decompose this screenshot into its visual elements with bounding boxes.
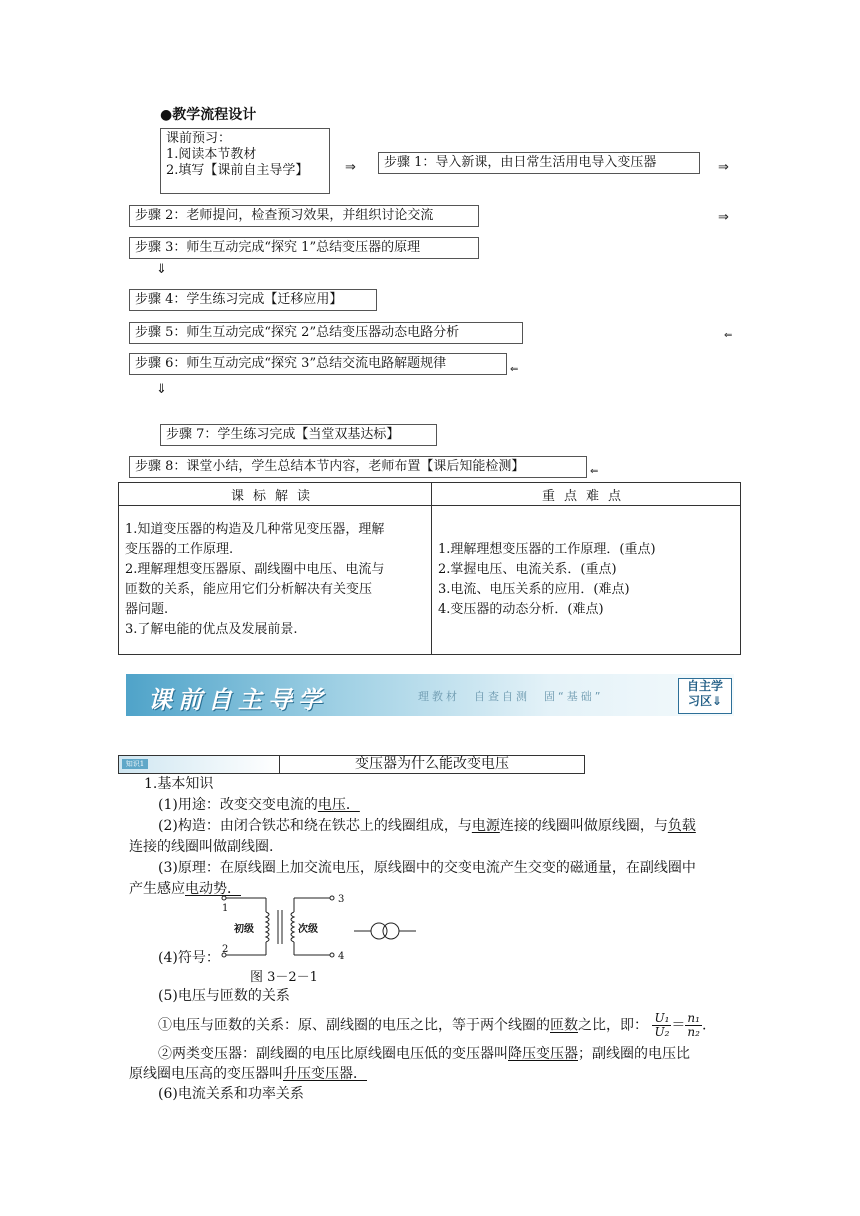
arrow-right-icon: ⇒ [718,160,729,175]
flow-step-7: 步骤 7：学生练习完成【当堂双基达标】 [160,424,437,446]
construction-answer-source: 电源 [471,818,500,834]
relation-2-text: ②两类变压器：副线圈的电压比原线圈电压低的变压器叫 [158,1046,508,1062]
flow-step-8: 步骤 8：课堂小结，学生总结本节内容，老师布置【课后知能检测】 [129,456,587,478]
preview-item-2: 2.填写【课前自主导学】 [166,163,309,178]
section-title: 变压器为什么能改变电压 [355,756,509,772]
arrow-down-icon: ⇓ [156,382,167,397]
objectives-header-key-points: 重点难点 [432,483,741,506]
symbol-circle-right [383,923,399,939]
usage-answer: 电压． [317,797,360,813]
relation-1-answer: 匝数 [550,1017,578,1034]
objectives-standard-cell [119,506,432,655]
figure-caption: 图 3－2－1 [250,970,318,985]
construction-text-mid: 连接的线圈叫做原线圈，与 [499,818,668,834]
usage-text: (1)用途：改变交变电流的 [158,797,318,813]
symbol-circle-left [371,923,387,939]
flow-step-2: 步骤 2：老师提问，检查预习效果，并组织讨论交流 [129,205,479,227]
objectives-key-cell [432,506,741,655]
standard-line: 2.理解理想变压器原、副线圈中电压、电流与 [125,562,385,577]
objectives-header-standard: 课标解读 [119,483,432,506]
relation-2-text-mid: ；副线圈的电压比 [578,1046,690,1062]
arrow-right-icon: ⇒ [718,210,729,225]
turns-ratio [685,1012,702,1039]
voltage-ratio-num: U₁ [654,1011,670,1025]
construction-line-2: 连接的线圈叫做副线圈. [129,839,274,855]
principle-answer: 电动势． [185,881,241,897]
flow-step-6: 步骤 6：师生互动完成“探究 3”总结交流电路解题规律 [129,353,507,375]
principle-line-1: (3)原理：在原线圈上加交流电压，原线圈中的交变电流产生交变的磁通量，在副线圈中 [158,860,696,876]
equals-sign: ＝ [671,1017,686,1034]
flow-step-5: 步骤 5：师生互动完成“探究 2”总结变压器动态电路分析 [129,322,523,344]
terminal-3 [330,896,334,900]
banner-subtitle: 理教材 自查自测 固“基础” [418,690,604,703]
terminal-3-label: 3 [338,894,345,905]
objectives-table [118,482,741,655]
section-banner [126,674,734,716]
relation-1-line [158,1012,706,1039]
symbol-label: (4)符号： [158,950,220,966]
voltage-ratio [652,1012,671,1039]
basic-knowledge-title: 1.基本知识 [144,776,214,792]
relation-2-line-2 [129,1064,367,1085]
relation-2-answer-step-down: 降压变压器 [508,1046,578,1062]
preview-item-1: 1.阅读本节教材 [166,147,257,162]
relation-1-text-mid: 之比，即： [578,1017,648,1034]
voltage-ratio-den: U₂ [654,1025,670,1039]
construction-answer-load: 负载 [667,818,696,834]
arrow-left-icon: ⇐ [590,466,599,477]
turns-ratio-den: n₂ [687,1025,700,1039]
primary-coil [266,912,269,942]
arrow-right-icon: ⇒ [345,160,356,175]
relation-2-text-2: 原线圈电压高的变压器叫 [129,1066,283,1082]
key-line: 4.变压器的动态分析．(难点) [438,602,604,617]
terminal-4 [330,953,334,957]
preview-title: 课前预习： [166,131,232,146]
badge-line-2: 习区⇓ [687,694,723,708]
current-power-title: (6)电流关系和功率关系 [158,1086,304,1102]
principle-text: 产生感应 [129,881,185,897]
arrow-left-icon: ⇐ [724,330,733,341]
terminal-2-label: 2 [222,944,229,955]
badge-line-1: 自主学 [686,679,723,693]
key-line: 3.电流、电压关系的应用．(难点) [438,582,630,597]
usage-line [158,795,360,816]
relation-title: (5)电压与匝数的关系 [158,988,290,1004]
arrow-left-icon: ⇐ [510,364,519,375]
flow-step-1: 步骤 1：导入新课，由日常生活用电导入变压器 [378,152,700,174]
arrow-down-icon: ⇓ [156,262,167,277]
flow-step-4: 步骤 4：学生练习完成【迁移应用】 [129,289,377,311]
terminal-1 [222,896,226,900]
terminal-1-label: 1 [222,903,229,914]
construction-line-1 [158,816,696,837]
relation-2-answer-step-up: 升压变压器． [283,1066,367,1082]
preview-box [160,128,330,194]
self-study-badge[interactable] [678,678,732,714]
key-line: 1.理解理想变压器的工作原理．(重点) [438,542,656,557]
standard-line: 匝数的关系，能应用它们分析解决有关变压 [125,582,373,597]
relation-2-line-1 [158,1044,690,1065]
turns-ratio-num: n₁ [687,1011,700,1025]
standard-line: 1.知道变压器的构造及几种常见变压器，理解 [125,522,385,537]
standard-line: 器问题. [125,602,169,617]
transformer-diagram [214,892,424,964]
section-tag-label: 知识1 [122,759,148,769]
relation-1-text: ①电压与匝数的关系：原、副线圈的电压之比，等于两个线圈的 [158,1017,550,1034]
secondary-coil-label: 次级 [298,924,318,935]
construction-text: (2)构造：由闭合铁芯和绕在铁芯上的线圈组成，与 [158,818,472,834]
flow-step-3: 步骤 3：师生互动完成“探究 1”总结变压器的原理 [129,237,479,259]
flow-heading: ●教学流程设计 [160,107,257,123]
terminal-4-label: 4 [338,951,345,962]
banner-title: 课前自主导学 [148,686,328,714]
section-tag [119,756,280,773]
section-header-bar [118,755,585,774]
period: . [701,1017,707,1034]
standard-line: 3.了解电能的优点及发展前景. [125,622,298,637]
primary-coil-label: 初级 [234,924,254,935]
secondary-coil [291,912,294,942]
key-line: 2.掌握电压、电流关系．(重点) [438,562,617,577]
standard-line: 变压器的工作原理. [125,542,234,557]
